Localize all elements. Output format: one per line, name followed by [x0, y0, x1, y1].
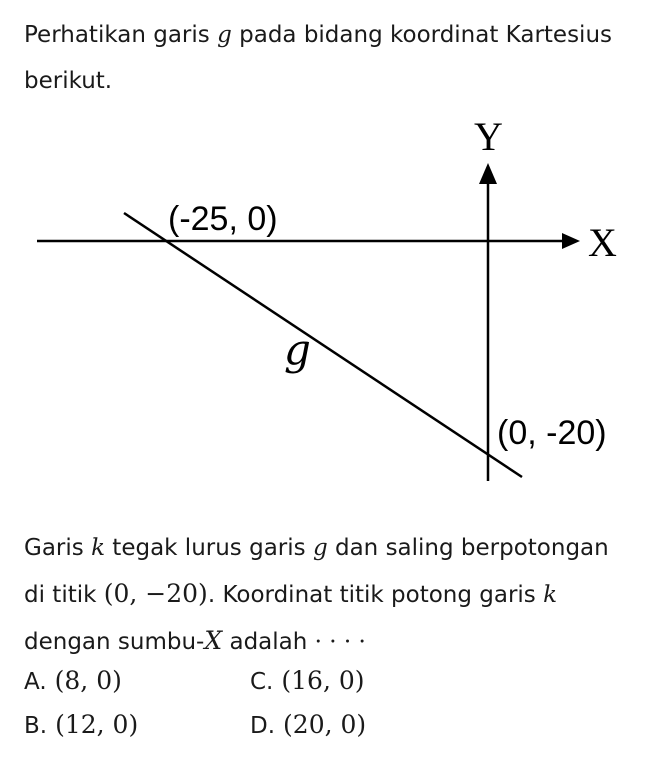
option-a[interactable] [24, 664, 122, 699]
x-axis-arrow [562, 233, 580, 249]
intro-text [24, 12, 634, 104]
option-a-value: (8, 0) [54, 666, 122, 695]
question-part-6: adalah [222, 629, 315, 655]
question-dots: · · · · [314, 629, 366, 655]
line-g [124, 213, 522, 477]
option-b-value: (12, 0) [55, 710, 139, 739]
option-d-value: (20, 0) [283, 710, 367, 739]
option-c-letter: C. [250, 669, 274, 695]
question-var-g: g [312, 535, 328, 561]
question-part-4: . Koordinat titik potong garis [207, 582, 544, 608]
question-part-2: tegak lurus garis [105, 535, 313, 561]
option-a-letter: A. [24, 669, 47, 695]
question-text [24, 525, 634, 665]
option-c-value: (16, 0) [281, 666, 365, 695]
option-b-letter: B. [24, 713, 48, 739]
question-part-1: Garis [24, 535, 92, 561]
question-var-x: X [204, 626, 223, 655]
line-g-label: g [284, 325, 311, 374]
question-part-3: dan saling berpotongan di titik [24, 535, 609, 608]
y-intercept-label: (0, -20) [497, 414, 607, 452]
y-axis-arrow [479, 163, 497, 184]
option-c[interactable] [250, 664, 365, 699]
option-b[interactable] [24, 708, 138, 743]
option-d[interactable] [250, 708, 366, 743]
coordinate-figure [0, 110, 652, 490]
option-d-letter: D. [250, 713, 276, 739]
intro-text-before: Perhatikan garis [24, 22, 218, 48]
x-intercept-label: (-25, 0) [168, 200, 278, 238]
question-var-k: k [91, 535, 105, 561]
question-point: (0, −20) [103, 579, 208, 608]
question-part-5: dengan sumbu- [24, 629, 205, 655]
question-var-k2: k [543, 582, 558, 608]
x-axis-label: X [588, 220, 617, 265]
intro-text-after: pada bidang koordinat Kartesius berikut. [24, 22, 613, 94]
y-axis-label: Y [474, 114, 503, 159]
intro-var-g: g [217, 22, 232, 48]
